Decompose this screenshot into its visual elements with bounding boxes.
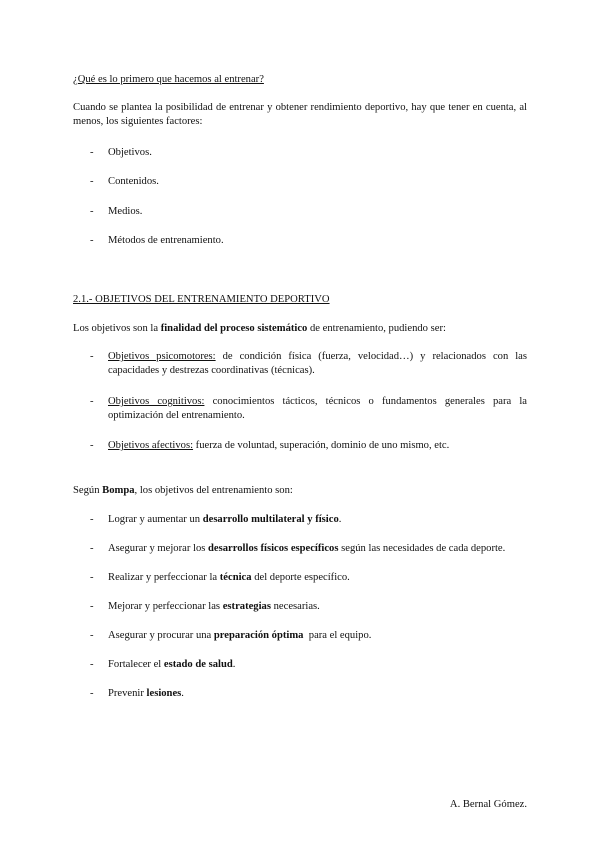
bompa-item-text: Fortalecer el estado de salud. <box>108 659 236 670</box>
bompa-item-text: Prevenir lesiones. <box>108 688 184 699</box>
dash-bullet: - <box>90 147 94 158</box>
bompa-item-text: Asegurar y mejorar los desarrollos físicos específicos según las necesidades de cada deporte. <box>108 543 506 554</box>
footer-author: A. Bernal Gómez. <box>449 799 527 810</box>
objective-desc: de condición física (fuerza, velocidad…) y relacionados con las capacidades y destrezas coordinativas (técnicas). <box>108 351 528 376</box>
lead-bold: finalidad del proceso sistemático <box>160 323 308 334</box>
dash-bullet: - <box>90 235 94 246</box>
dash-bullet: - <box>90 688 94 699</box>
bompa-list <box>90 513 530 703</box>
bompa-item-text: Mejorar y perfeccionar las estrategias necesarias. <box>108 601 320 612</box>
dash-bullet: - <box>90 396 94 407</box>
objective-term: Objetivos psicomotores: <box>108 351 216 362</box>
dash-bullet: - <box>90 176 94 187</box>
factor-text: Contenidos. <box>108 176 159 187</box>
dash-bullet: - <box>90 514 94 525</box>
dash-bullet: - <box>90 206 94 217</box>
objective-text <box>108 395 527 423</box>
lead-bold: Bompa <box>102 485 135 496</box>
dash-bullet: - <box>90 601 94 612</box>
intro-question: ¿Qué es lo primero que hacemos al entrenar? <box>73 74 264 85</box>
lead-text: Según <box>73 485 103 496</box>
factor-text: Objetivos. <box>108 147 152 158</box>
objective-term: Objetivos afectivos: <box>108 440 194 451</box>
lead-text: Los objetivos son la <box>73 323 161 334</box>
objective-desc: fuerza de voluntad, superación, dominio de uno mismo, etc. <box>193 440 450 451</box>
dash-bullet: - <box>90 572 94 583</box>
lead-text: de entrenamiento, pudiendo ser: <box>307 323 446 334</box>
section-heading: 2.1.- OBJETIVOS DEL ENTRENAMIENTO DEPORTIVO <box>73 294 330 305</box>
dash-bullet: - <box>90 659 94 670</box>
dash-bullet: - <box>90 440 94 451</box>
dash-bullet: - <box>90 543 94 554</box>
dash-bullet: - <box>90 630 94 641</box>
dash-bullet: - <box>90 351 94 362</box>
factor-text: Métodos de entrenamiento. <box>108 235 224 246</box>
lead-text: , los objetivos del entrenamiento son: <box>134 485 293 496</box>
bompa-item-text: Asegurar y procurar una preparación óptima para el equipo. <box>108 630 372 641</box>
factors-list <box>90 146 530 256</box>
bompa-item-text: Lograr y aumentar un desarrollo multilateral y físico. <box>108 514 342 525</box>
bompa-item-text: Realizar y perfeccionar la técnica del deporte específico. <box>108 572 350 583</box>
section-lead <box>73 322 446 336</box>
intro-paragraph: Cuando se plantea la posibilidad de entrenar y obtener rendimiento deportivo, hay que tener en cuenta, al menos, los siguientes factores: <box>73 102 527 127</box>
bompa-lead <box>73 484 293 498</box>
factor-text: Medios. <box>108 206 143 217</box>
objective-desc: conocimientos tácticos, técnicos o fundamentos generales para la optimización del entrenamiento. <box>108 396 527 421</box>
objective-text <box>108 350 527 378</box>
objective-term: Objetivos cognitivos: <box>108 396 205 407</box>
objectives-list <box>90 350 527 460</box>
objective-text <box>108 439 527 453</box>
